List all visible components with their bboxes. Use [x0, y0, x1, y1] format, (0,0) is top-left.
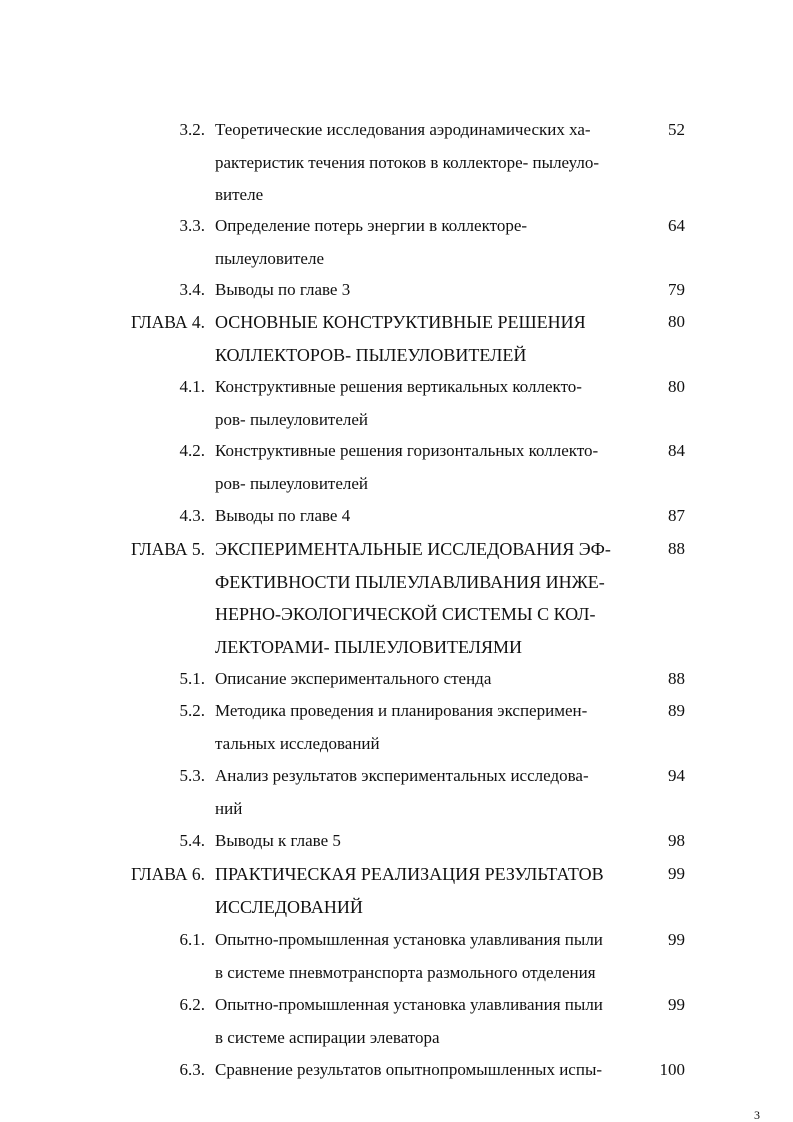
toc-entry-number: 4.3.	[179, 506, 205, 525]
page-number: 3	[754, 1108, 760, 1122]
toc-entry-number: 5.2.	[179, 701, 205, 720]
toc-entry-title-line: вителе	[215, 185, 264, 204]
toc-entry-number: 3.2.	[179, 120, 205, 139]
toc-entry-page: 98	[668, 831, 685, 850]
toc-entry-title-line: КОЛЛЕКТОРОВ- ПЫЛЕУЛОВИТЕЛЕЙ	[215, 344, 527, 365]
toc-entry-title	[215, 500, 645, 533]
toc-entry-title	[215, 371, 645, 436]
toc-entry-title	[215, 989, 645, 1054]
toc-entry-page: 80	[668, 312, 685, 331]
toc-entry-title-line: тальных исследований	[215, 733, 380, 753]
toc-entry-title	[215, 924, 645, 989]
toc-chapter-title	[215, 533, 645, 663]
toc-entry-page: 88	[668, 669, 685, 688]
toc-entry-title-line: Теоретические исследования аэродинамических ха-	[215, 120, 591, 139]
toc-entry-title-line: Определение потерь энергии в коллекторе-	[215, 216, 528, 235]
toc-entry-title-line: Выводы по главе 3	[215, 280, 351, 299]
toc-entry-page: 84	[668, 441, 685, 460]
toc-entry-page: 79	[668, 280, 685, 299]
toc-entry-title-line: пылеуловителе	[215, 248, 324, 268]
toc-entry-title-line: в системе пневмотранспорта размольного отделения	[215, 962, 596, 982]
toc-entry-page: 99	[668, 995, 685, 1014]
toc-entry-title-line: ПРАКТИЧЕСКАЯ РЕАЛИЗАЦИЯ РЕЗУЛЬТАТОВ	[215, 864, 604, 884]
toc-entry-title-line: Анализ результатов экспериментальных исследова-	[215, 766, 589, 785]
toc-entry-number: 5.1.	[179, 669, 205, 688]
toc-entry-title-line: ФЕКТИВНОСТИ ПЫЛЕУЛАВЛИВАНИЯ ИНЖЕ-	[215, 571, 605, 592]
toc-entry-page: 80	[668, 377, 685, 396]
toc-chapter-title	[215, 306, 645, 371]
toc-entry-number: 6.3.	[179, 1060, 205, 1079]
toc-entry-title-line: ЭКСПЕРИМЕНТАЛЬНЫЕ ИССЛЕДОВАНИЯ ЭФ-	[215, 539, 611, 559]
toc-chapter-number: ГЛАВА 4.	[130, 312, 205, 332]
toc-entry-page: 87	[668, 506, 685, 525]
toc-entry-number: 5.3.	[179, 766, 205, 785]
toc-chapter-number: ГЛАВА 5.	[130, 539, 205, 559]
toc-entry-page: 94	[668, 766, 685, 785]
toc-entry-title	[215, 760, 645, 825]
toc-entry-title	[215, 435, 645, 500]
toc-entry-title	[215, 274, 645, 307]
toc-entry-title-line: ОСНОВНЫЕ КОНСТРУКТИВНЫЕ РЕШЕНИЯ	[215, 312, 586, 332]
toc-entry-page: 88	[668, 539, 685, 558]
toc-entry-title	[215, 825, 645, 858]
toc-entry-title-line: Выводы к главе 5	[215, 831, 341, 850]
toc-entry-number: 4.1.	[179, 377, 205, 396]
toc-entry-title-line: Методика проведения и планирования эксперимен-	[215, 701, 588, 720]
toc-entry-page: 99	[668, 864, 685, 883]
toc-entry-number: 3.3.	[179, 216, 205, 235]
toc-entry-title	[215, 114, 645, 212]
toc-entry-title	[215, 210, 645, 275]
toc-entry-title-line: Конструктивные решения горизонтальных коллекто-	[215, 441, 599, 460]
toc-entry-page: 100	[659, 1060, 685, 1079]
toc-entry-page: 99	[668, 930, 685, 949]
toc-entry-page: 89	[668, 701, 685, 720]
toc-entry-title-line: рактеристик течения потоков в коллекторе- пылеуло-	[215, 152, 600, 172]
toc-entry-page: 52	[668, 120, 685, 139]
toc-entry-title-line: НЕРНО-ЭКОЛОГИЧЕСКОЙ СИСТЕМЫ С КОЛ-	[215, 604, 596, 624]
toc-entry-page: 64	[668, 216, 685, 235]
toc-entry-title	[215, 663, 645, 696]
toc-entry-title	[215, 695, 645, 760]
toc-entry-title-line: ЛЕКТОРАМИ- ПЫЛЕУЛОВИТЕЛЯМИ	[215, 636, 522, 657]
toc-entry-title-line: Сравнение результатов опытнопромышленных испы-	[215, 1060, 603, 1079]
toc-entry-number: 6.1.	[179, 930, 205, 949]
toc-entry-number: 6.2.	[179, 995, 205, 1014]
toc-entry-title-line: Конструктивные решения вертикальных коллекто-	[215, 377, 582, 396]
toc-entry-title-line: ний	[215, 798, 243, 818]
toc-entry-number: 4.2.	[179, 441, 205, 460]
toc-chapter-title	[215, 858, 645, 923]
toc-entry-title-line: Опытно-промышленная установка улавливания пыли	[215, 930, 603, 949]
toc-entry-title-line: Выводы по главе 4	[215, 506, 351, 525]
toc-entry-title-line: Описание экспериментального стенда	[215, 669, 492, 688]
toc-entry-title-line: ров- пылеуловителей	[215, 409, 369, 429]
toc-entry-number: 5.4.	[179, 831, 205, 850]
toc-entry-title-line: ИССЛЕДОВАНИЙ	[215, 896, 363, 917]
toc-entry-title	[215, 1054, 645, 1087]
toc-entry-title-line: ров- пылеуловителей	[215, 473, 369, 493]
toc-chapter-number: ГЛАВА 6.	[130, 864, 205, 884]
toc-entry-number: 3.4.	[179, 280, 205, 299]
toc-entry-title-line: в системе аспирации элеватора	[215, 1027, 440, 1047]
toc-entry-title-line: Опытно-промышленная установка улавливания пыли	[215, 995, 603, 1014]
